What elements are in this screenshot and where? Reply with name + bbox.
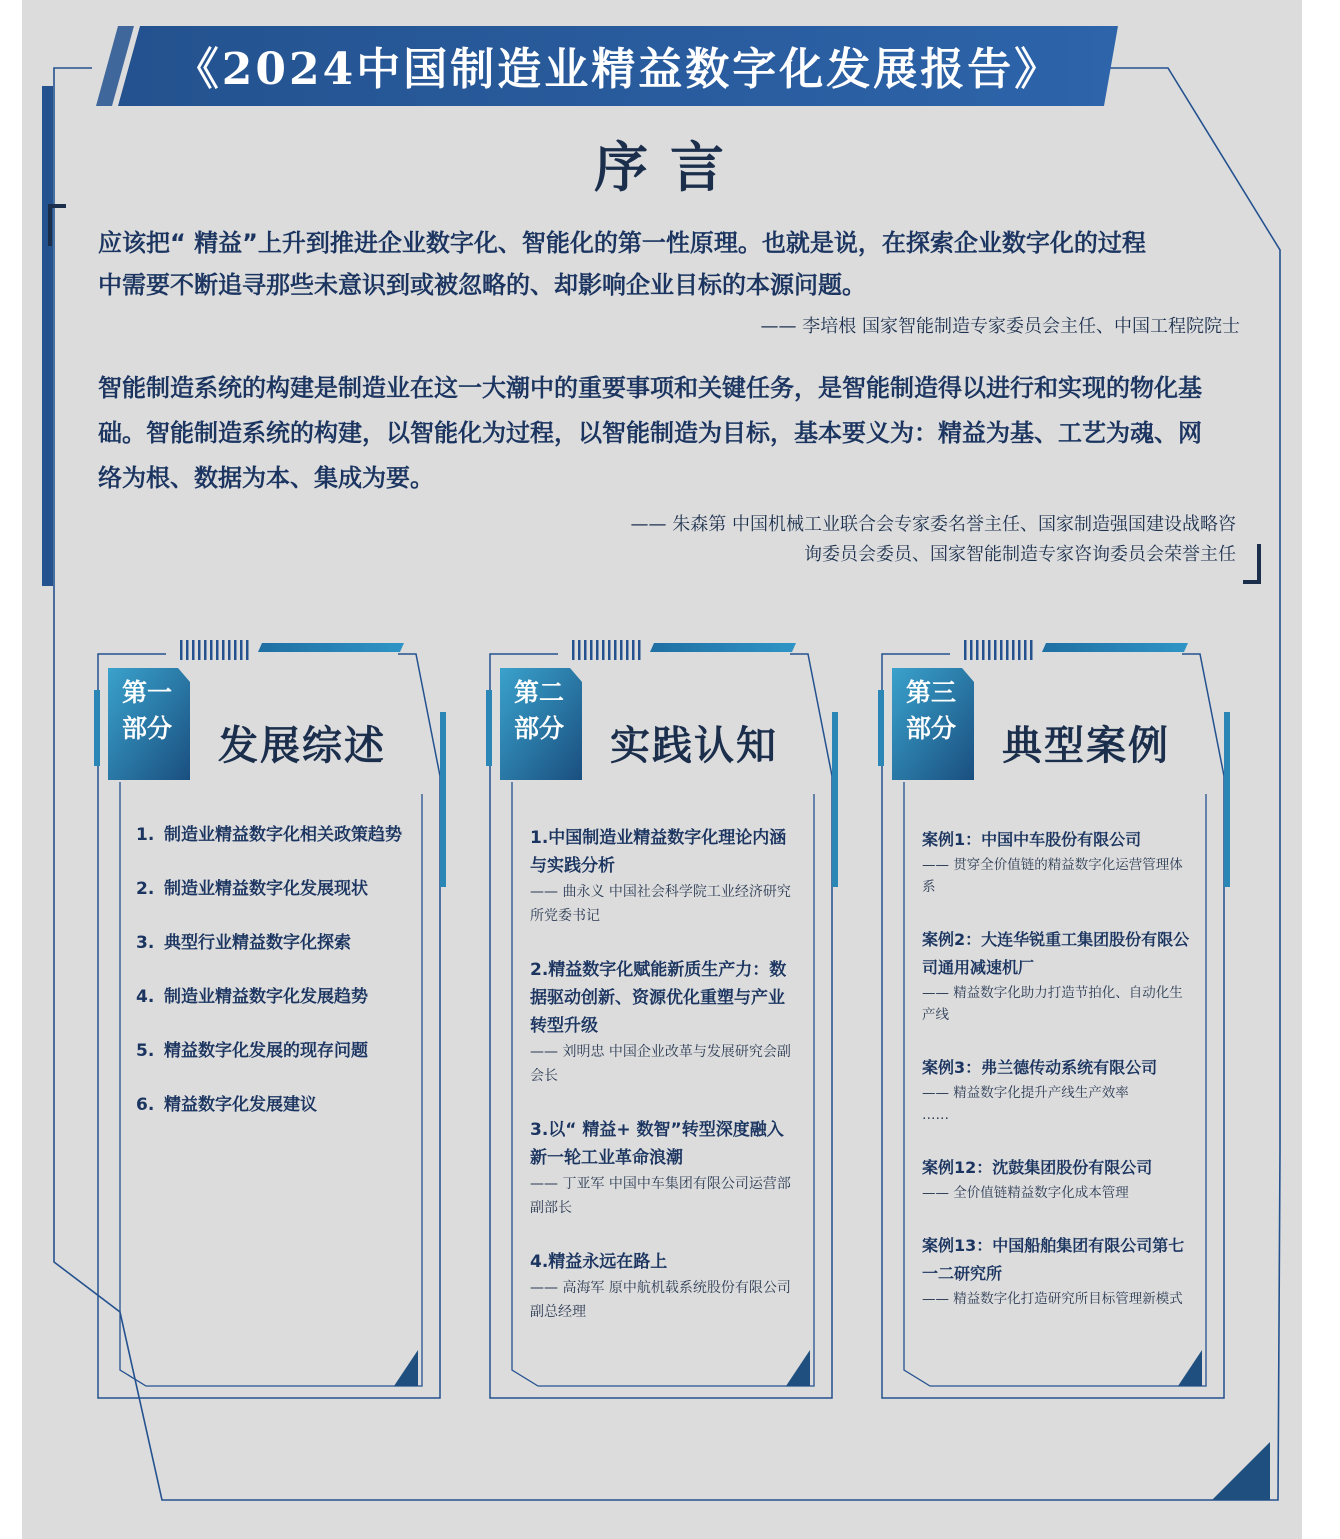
part1-title: 发展综述 [218,723,386,769]
card-tick [964,640,967,660]
card-top-bar [650,643,796,652]
card-tick [982,640,985,660]
list-item: 案例1：中国中车股份有限公司 —— 贯穿全价值链的精益数字化运营管理体系 [922,830,1183,895]
part2-badge-line2: 部分 [513,714,564,743]
quote-1: 应该把“ 精益”上升到推进企业数字化、智能化的第一性原理。也就是说，在探索企业数字化的过程中需要不断追寻那些未意识到或被忽略的、却影响企业目标的本源问题。 [98,229,1146,299]
list-item: 案例12：沈鼓集团股份有限公司 —— 全价值链精益数字化成本管理 [922,1158,1153,1201]
part3-list [922,826,1190,1338]
part2-list [530,824,798,1352]
part1-badge-line2: 部分 [121,714,172,743]
part2-badge [502,670,576,752]
list-item: 1. 制造业精益数字化相关政策趋势 [136,825,402,845]
list-item: 6. 精益数字化发展建议 [136,1095,317,1115]
card-tick [222,640,225,660]
card-tick [584,640,587,660]
card-badge-stripe [878,690,884,766]
attribution-2-line2: 询委员会委员、国家智能制造专家咨询委员会荣誉主任 [804,544,1236,565]
list-item: 2. 制造业精益数字化发展现状 [136,879,368,899]
part3-badge [894,670,968,752]
card-tick [204,640,207,660]
card-tick [590,640,593,660]
card-tick [970,640,973,660]
card-side-accent [440,712,446,887]
card-tick [578,640,581,660]
card-tick [994,640,997,660]
card-tick [234,640,237,660]
card-corner [1178,1350,1202,1386]
list-item: 4. 制造业精益数字化发展趋势 [136,987,368,1007]
card-tick [602,640,605,660]
card-tick [1018,640,1021,660]
card-tick [228,640,231,660]
list-item: 4.精益永远在路上 —— 高海军 原中航机载系统股份有限公司副总经理 [530,1252,791,1320]
part1-badge [110,670,184,752]
card-tick [180,640,183,660]
card-tick [216,640,219,660]
card-tick [198,640,201,660]
list-item: 案例3：弗兰德传动系统有限公司 —— 精益数字化提升产线生产效率 …… [922,1058,1158,1123]
part3-title: 典型案例 [1002,723,1170,769]
card-tick [186,640,189,660]
attribution-2-line1: —— 朱森第 中国机械工业联合会专家委名誉主任、国家制造强国建设战略咨 [630,514,1236,535]
part2-title: 实践认知 [610,723,778,769]
attribution-2 [476,510,1236,570]
card-tick [246,640,249,660]
card-tick [1006,640,1009,660]
card-corner [786,1350,810,1386]
card-top-bar [258,643,404,652]
list-item: 1.中国制造业精益数字化理论内涵与实践分析 —— 曲永义 中国社会科学院工业经济研究所党委书记 [530,828,791,924]
card-corner [394,1350,418,1386]
list-item: 案例13：中国船舶集团有限公司第七一二研究所 —— 精益数字化打造研究所目标管理新模式 [922,1236,1185,1307]
card-tick [596,640,599,660]
preface-heading: 序言 [594,135,746,199]
card-tick [626,640,629,660]
part3-badge-line1: 第三 [905,678,956,707]
part2-badge-line1: 第二 [513,678,564,707]
card-tick [1024,640,1027,660]
list-item: 5. 精益数字化发展的现存问题 [136,1041,368,1061]
card-tick [572,640,575,660]
card-tick [210,640,213,660]
report-title: 《2024中国制造业精益数字化发展报告》 [174,44,1062,95]
card-tick [638,640,641,660]
card-tick [988,640,991,660]
part1-badge-line1: 第一 [121,678,172,707]
card-tick [192,640,195,660]
card-tick [608,640,611,660]
part3-badge-line2: 部分 [905,714,956,743]
card-top-bar [1042,643,1188,652]
quote-2: 智能制造系统的构建是制造业在这一大潮中的重要事项和关键任务，是智能制造得以进行和实现的物化基础。智能制造系统的构建，以智能化为过程，以智能制造为目标，基本要义为：精益为基、工艺为魂、网络为根、数据为本、集成为要。 [98,374,1202,492]
list-item: 3.以“ 精益+ 数智”转型深度融入新一轮工业革命浪潮 —— 丁亚军 中国中车集团有限公司运营部副部长 [530,1120,791,1216]
card-side-accent [832,712,838,887]
card-side-accent [1224,712,1230,887]
attribution-1: —— 李培根 国家智能制造专家委员会主任、中国工程院院士 [760,316,1240,337]
card-badge-stripe [94,690,100,766]
card-tick [240,640,243,660]
card-badge-stripe [486,690,492,766]
list-item: 3. 典型行业精益数字化探索 [136,933,351,953]
list-item: 2.精益数字化赋能新质生产力：数据驱动创新、资源优化重塑与产业转型升级 —— 刘明忠 中国企业改革与发展研究会副会长 [530,960,791,1084]
card-tick [614,640,617,660]
card-tick [632,640,635,660]
card-tick [976,640,979,660]
card-tick [620,640,623,660]
card-tick [1030,640,1033,660]
card-tick [1012,640,1015,660]
card-tick [1000,640,1003,660]
list-item: 案例2：大连华锐重工集团股份有限公司通用减速机厂 —— 精益数字化助力打造节拍化、自动化生产线 [922,930,1190,1023]
part1-list [136,822,416,1146]
